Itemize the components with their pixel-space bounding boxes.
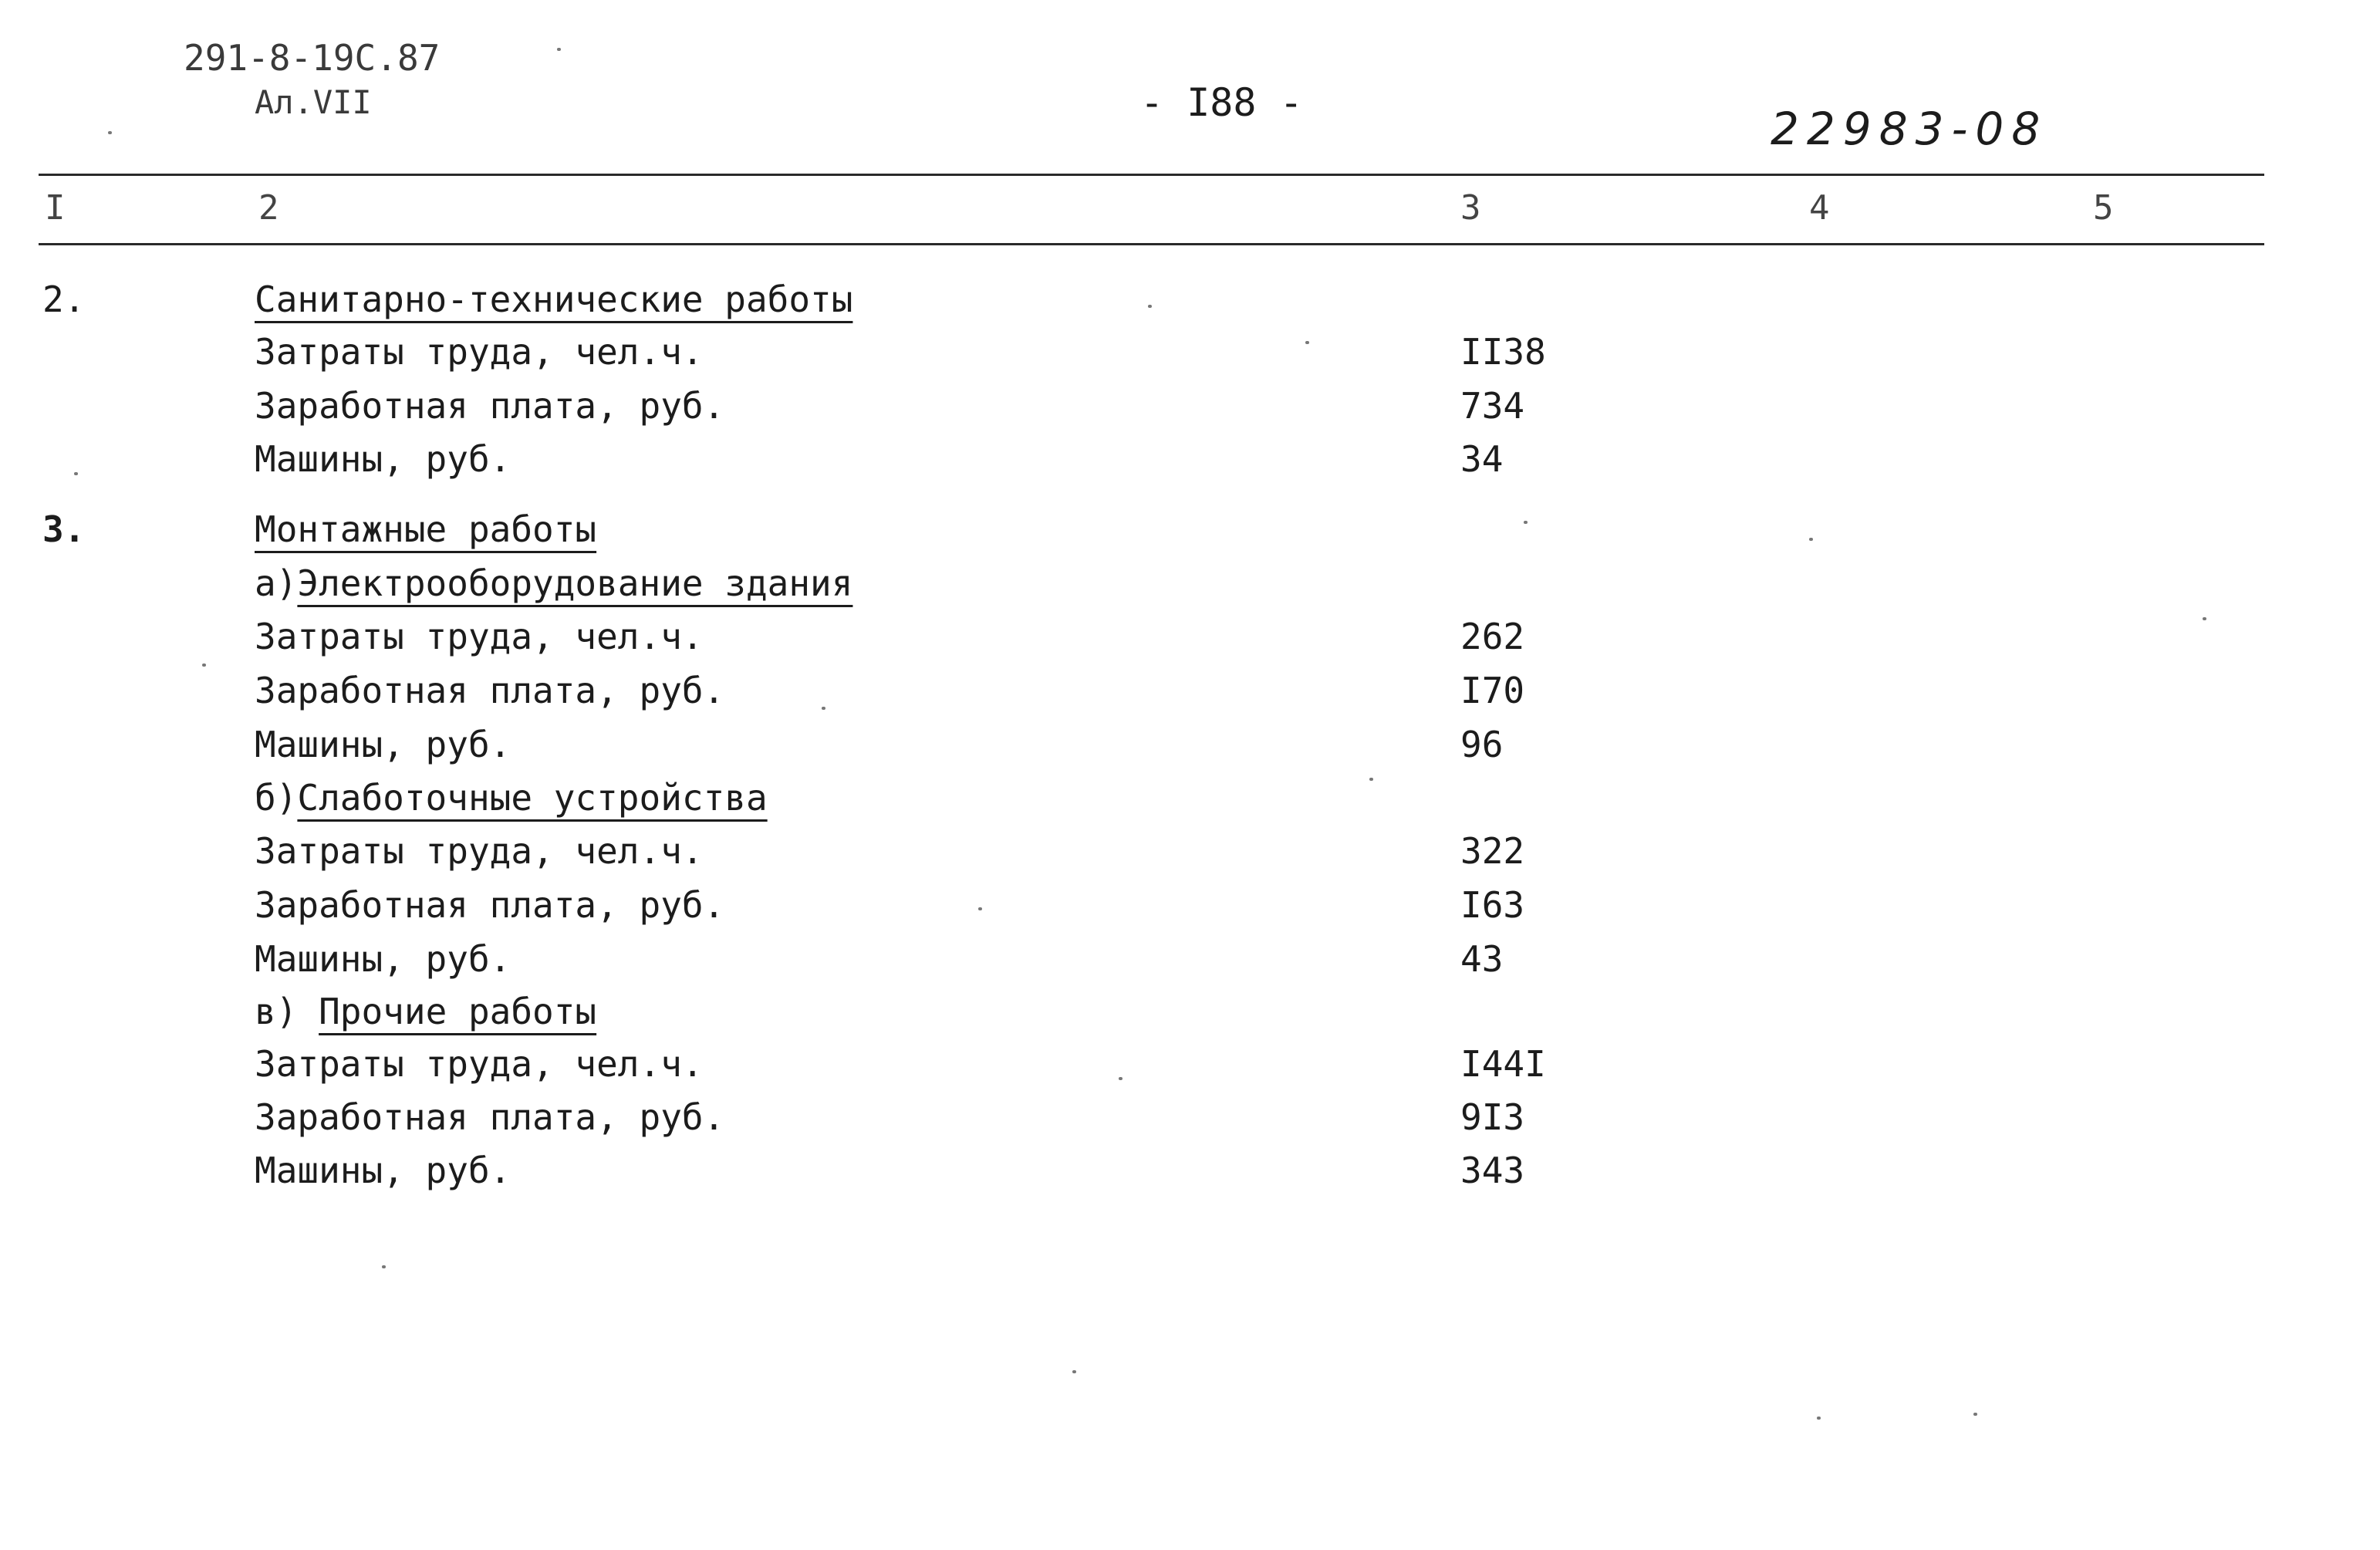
subsection-c-row-label: Заработная плата, руб. bbox=[255, 1096, 725, 1138]
section-3-title-text: Монтажные работы bbox=[255, 508, 597, 550]
section-2-row-label: Машины, руб. bbox=[255, 438, 511, 480]
album-label: Ал.VII bbox=[255, 83, 372, 121]
subsection-b-row-label: Машины, руб. bbox=[255, 938, 511, 980]
subsection-c-row-label: Машины, руб. bbox=[255, 1150, 511, 1191]
page-number: - I88 - bbox=[1140, 80, 1303, 125]
section-2-title bbox=[255, 279, 899, 320]
column-header-3: 3 bbox=[1460, 188, 1481, 228]
section-2-number: 2. bbox=[42, 279, 86, 320]
section-2-row-value: 734 bbox=[1460, 385, 1525, 427]
subsection-a-row-label: Затраты труда, чел.ч. bbox=[255, 616, 704, 657]
table-header-rule bbox=[39, 243, 2264, 245]
subsection-a-row-value: I70 bbox=[1460, 670, 1525, 711]
scan-speck bbox=[1524, 521, 1528, 524]
column-header-5: 5 bbox=[2093, 188, 2114, 228]
subsection-a-row-value: 262 bbox=[1460, 616, 1525, 657]
section-2-title-text: Санитарно-технические работы bbox=[255, 279, 853, 320]
scan-speck bbox=[1973, 1413, 1977, 1416]
section-3-number: 3. bbox=[42, 508, 86, 550]
subsection-c-row-value: 343 bbox=[1460, 1150, 1525, 1191]
series-code: 291-8-19С.87 bbox=[184, 37, 441, 79]
scan-speck bbox=[202, 664, 206, 667]
scan-speck bbox=[1072, 1370, 1076, 1373]
subsection-c-row-value: I44I bbox=[1460, 1043, 1546, 1085]
document-number: 22983-08 bbox=[1771, 103, 2048, 155]
scan-speck bbox=[74, 472, 78, 475]
scan-speck bbox=[2203, 617, 2206, 620]
scan-speck bbox=[1119, 1077, 1122, 1080]
subsection-b-title-text: Слаботочные устройства bbox=[297, 777, 768, 819]
subsection-a-row-value: 96 bbox=[1460, 724, 1504, 765]
section-3-title bbox=[255, 508, 597, 550]
subsection-b-title bbox=[255, 777, 768, 819]
scan-speck bbox=[382, 1265, 386, 1268]
subsection-b-row-value: 322 bbox=[1460, 830, 1525, 872]
column-header-1: I bbox=[45, 188, 66, 228]
subsection-a-row-label: Машины, руб. bbox=[255, 724, 511, 765]
subsection-c-row-label: Затраты труда, чел.ч. bbox=[255, 1043, 704, 1085]
table-top-rule bbox=[39, 174, 2264, 176]
subsection-c-title-text: Прочие работы bbox=[319, 991, 597, 1032]
subsection-b-prefix: б) bbox=[255, 777, 298, 819]
subsection-b-row-value: I63 bbox=[1460, 884, 1525, 926]
subsection-c-title bbox=[255, 991, 643, 1032]
scan-speck bbox=[108, 131, 112, 134]
scan-speck bbox=[1817, 1417, 1821, 1420]
subsection-a-title bbox=[255, 562, 853, 604]
scan-speck bbox=[557, 48, 561, 51]
column-header-4: 4 bbox=[1809, 188, 1830, 228]
section-2-row-value: 34 bbox=[1460, 438, 1504, 480]
column-header-2: 2 bbox=[258, 188, 279, 228]
subsection-a-prefix: а) bbox=[255, 562, 298, 604]
section-2-row-label: Затраты труда, чел.ч. bbox=[255, 331, 704, 373]
subsection-a-title-text: Электрооборудование здания bbox=[297, 562, 853, 604]
section-2-row-label: Заработная плата, руб. bbox=[255, 385, 725, 427]
subsection-a-row-label: Заработная плата, руб. bbox=[255, 670, 725, 711]
subsection-b-row-label: Заработная плата, руб. bbox=[255, 884, 725, 926]
scan-speck bbox=[1369, 778, 1373, 781]
scan-speck bbox=[1148, 305, 1152, 308]
scan-speck bbox=[978, 907, 982, 910]
subsection-c-row-value: 9I3 bbox=[1460, 1096, 1525, 1138]
scan-speck bbox=[1305, 341, 1309, 344]
subsection-b-row-label: Затраты труда, чел.ч. bbox=[255, 830, 704, 872]
scan-speck bbox=[822, 707, 825, 710]
subsection-b-row-value: 43 bbox=[1460, 938, 1504, 980]
scan-speck bbox=[1809, 538, 1813, 541]
section-2-row-value: II38 bbox=[1460, 331, 1546, 373]
subsection-c-prefix: в) bbox=[255, 991, 319, 1032]
